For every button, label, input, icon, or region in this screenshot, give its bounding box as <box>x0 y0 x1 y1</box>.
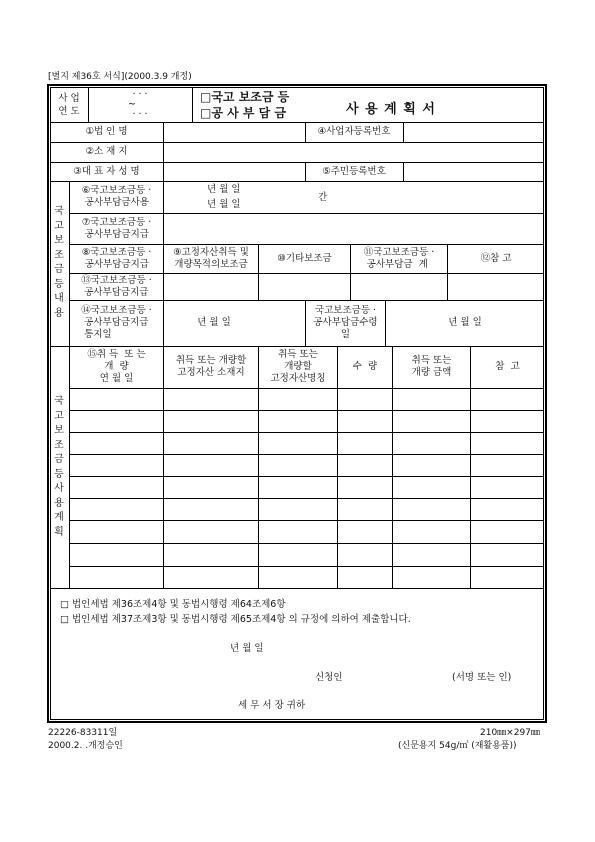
paper-size: 210㎜×297㎜ <box>480 728 540 738</box>
r6-date-to[interactable]: 년 월 일 <box>207 199 241 210</box>
r11-label: ⑪국고보조금등 · 공사부담금 계 <box>363 246 435 270</box>
year-end-field[interactable]: · · · <box>132 109 148 120</box>
option-national-subsidy[interactable]: □국고 보조금 등 <box>200 90 290 104</box>
rep-name-field[interactable] <box>164 162 304 181</box>
r6-label: ⑥국고보조금등 · 공사부담금사용 <box>81 185 152 208</box>
r6-date-from[interactable]: 년 월 일 <box>207 184 241 195</box>
col-amount-header: 취득 또는 개량 금액 <box>411 355 452 378</box>
title-options <box>200 89 289 121</box>
year-label: 사 업 연 도 <box>58 93 80 117</box>
r14b-date[interactable]: 년 월 일 <box>448 317 482 328</box>
r7-field[interactable] <box>164 213 544 244</box>
r13-field-11[interactable] <box>351 273 447 300</box>
col-location-header: 취득 또는 개량할 고정자산 소재지 <box>175 355 247 378</box>
applicant-label: 신청인 <box>315 672 343 683</box>
paper-type: (신문용지 54g/㎡ (재활용품)) <box>398 741 517 751</box>
col-quantity-header: 수 량 <box>352 361 378 372</box>
r6-period-suffix: 간 <box>318 192 328 203</box>
form-code: 22226-83311일 <box>48 728 118 738</box>
approval-date: 2000.2. .개정승인 <box>48 741 123 751</box>
law-reference-1[interactable]: □ 법인세법 제36조제4항 및 동법시행령 제64조제6항 <box>60 599 286 610</box>
address-field[interactable] <box>164 142 544 162</box>
option-construction-charge[interactable]: □공 사 부 담 금 <box>200 106 287 120</box>
law-reference-2[interactable]: □ 법인세법 제37조제3항 및 동법시행령 제65조제4항 의 규정에 의하여 제출합니다. <box>60 614 411 625</box>
section2-vertical-label: 국고보조금등사용계획 <box>54 396 64 538</box>
resident-no-label: ⑤주민등록번호 <box>322 165 386 177</box>
signature-field[interactable]: (서명 또는 인) <box>452 672 512 683</box>
r13-field-9[interactable] <box>164 273 258 300</box>
col-date-header: ⑮취 득 또 는 개 량 연 월 일 <box>87 349 146 384</box>
biz-reg-no-label: ④사업자등록번호 <box>317 126 391 137</box>
tax-office-addressee: 세 무 서 장 귀하 <box>238 700 306 711</box>
r7-label: ⑦국고보조금등 · 공사부담금지급 <box>81 216 152 240</box>
r13-field-12[interactable] <box>448 273 544 300</box>
r12-label: ⑫참 고 <box>480 252 512 264</box>
rep-name-label: ③대 표 자 성 명 <box>73 165 140 177</box>
section1-vertical-label: 국고보조금등내용 <box>54 206 64 319</box>
col-remarks-header: 참 고 <box>495 361 520 372</box>
year-tilde: ~ <box>128 99 136 110</box>
corp-name-label: ①법 인 명 <box>85 126 128 137</box>
biz-reg-no-field[interactable] <box>404 122 544 142</box>
r14-label: ⑭국고보조금등 · 공사부담금지급 통지일 <box>81 305 152 340</box>
r13-label: ⑬국고보조금등 · 공사부담금지급 <box>81 274 152 298</box>
r14b-label: 국고보조금등 · 공사부담금수령 일 <box>313 305 378 340</box>
r8-label: ⑧국고보조금등 · 공사부담금지급 <box>81 246 152 270</box>
submission-date[interactable]: 년 월 일 <box>230 643 264 654</box>
resident-no-field[interactable] <box>404 162 544 181</box>
r10-label: ⑩기타보조금 <box>277 252 332 264</box>
corp-name-field[interactable] <box>164 122 304 142</box>
r14-date[interactable]: 년 월 일 <box>197 317 231 328</box>
col-asset-name-header: 취득 또는 개량할 고정자산명칭 <box>270 349 326 384</box>
r9-label: ⑨고정자산취득 및 개량목적의보조금 <box>173 246 249 270</box>
year-start-field[interactable]: · · · <box>132 89 148 100</box>
form-title: 사 용 계 획 서 <box>346 102 436 117</box>
form-reference: [별지 제36호 서식](2000.3.9 개정) <box>48 72 192 82</box>
r13-field-10[interactable] <box>259 273 350 300</box>
address-label: ②소 재 지 <box>85 146 128 157</box>
